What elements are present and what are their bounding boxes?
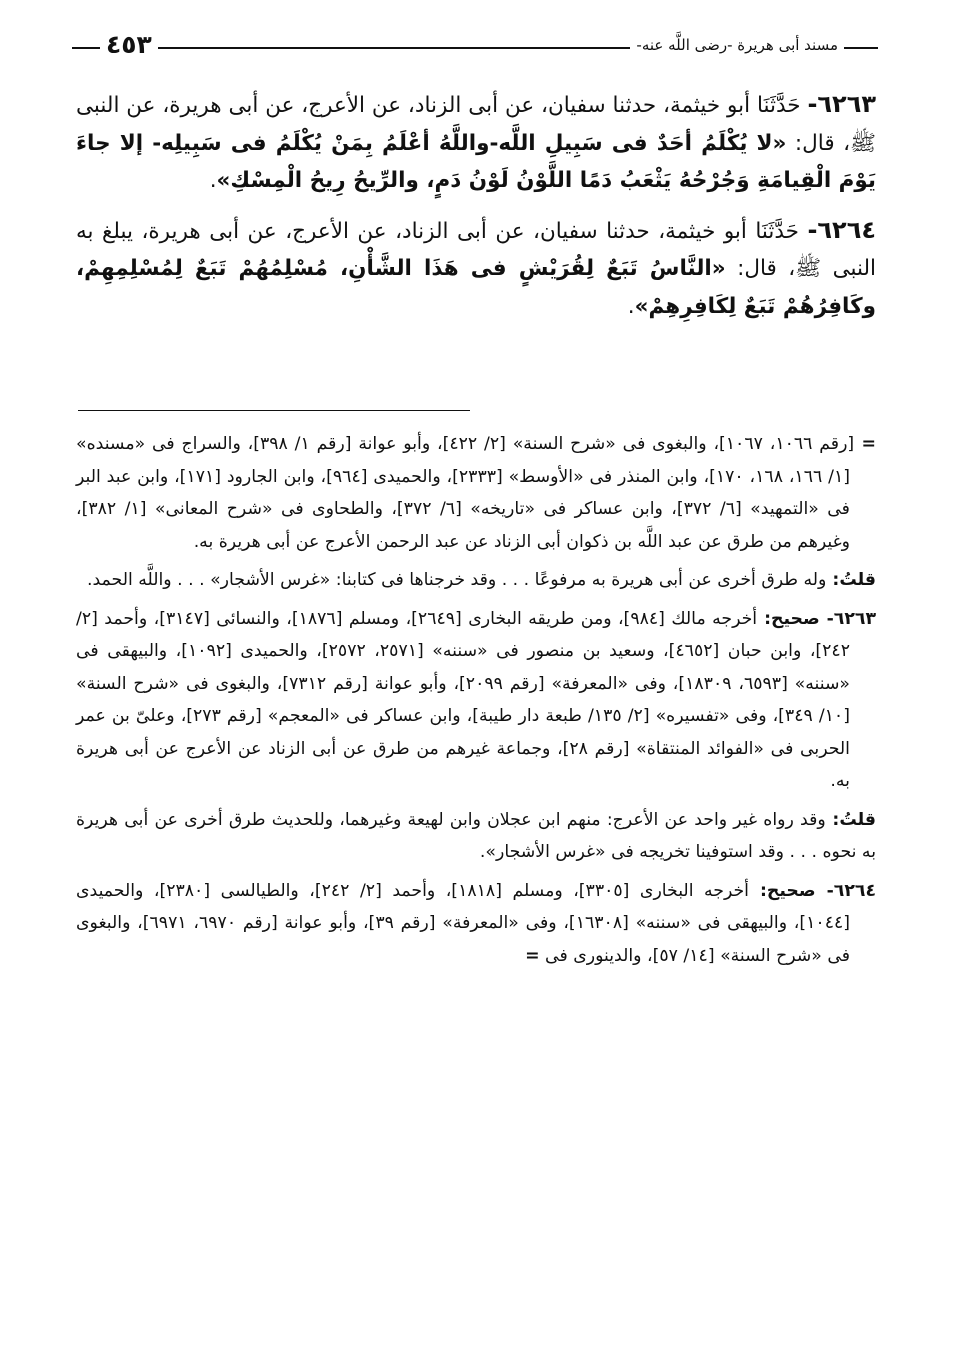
footnote-continued — [76, 428, 876, 558]
hadith-matn: «لا يُكْلَمُ أحَدٌ فى سَبِيلِ اللَّه-واللَّهُ أعْلَمُ بِمَنْ يُكْلَمُ فى سَبِيلِه- إلا جاءَ يَوْمَ الْقِيامَةِ وَجُرْحُهُ يَثْعَبُ دَمًا اللَّوْنُ لَوْنُ دَمٍ، والرِّيحُ رِيحُ الْمِسْكِ» — [76, 130, 876, 193]
hadith-end: . — [209, 168, 217, 193]
footnote-text: أخرجه البخارى [٣٣٠٥]، ومسلم [١٨١٨]، وأحمد [٢/ ٢٤٢]، والطيالسى [٢٣٨٠]، والحميدى [١٠٤٤]، والبيهقى فى «سننه» [١٦٣٠٨]، وفى «المعرفة» [رقم ٣٩]، وأبو عوانة [رقم ٦٩٧٠، ٦٩٧١]، والبغوى فى «شرح السنة» [١٤/ ٥٧]، والدينورى فى — [76, 880, 851, 966]
footnote-label: ٦٢٦٤- صحيح: — [748, 880, 876, 901]
hadith-6263 — [76, 86, 876, 200]
footnote-label: ٦٢٦٣- صحيح: — [757, 608, 876, 629]
footnote-6264 — [76, 875, 876, 973]
main-text — [76, 86, 876, 337]
footnote-remark — [76, 564, 876, 597]
footnote-text: أخرجه مالك [٩٨٤]، ومن طريقه البخارى [٢٦٤٩]، ومسلم [١٨٧٦]، والنسائى [٣١٤٧]، وأحمد [٢/ ٢٤٢]، وابن حبان [٤٦٥٢]، وسعيد بن منصور فى «سننه» [٢٥٧١، ٢٥٧٢]، والحميدى [١٠٩٢]، والبيهقى فى «سننه» [٦٥٩٣، ١٨٣٠٩]، وفى «المعرفة» [رقم ٢٠٩٩]، وأبو عوانة [رقم ٧٣١٢]، والبغوى فى «شرح السنة» [١٠/ ٣٤٩]، وفى «تفسيره» [٢/ ١٣٥/ طبعة دار طيبة]، وابن عساكر فى «المعجم» [رقم ٢٧٣]، وعلىّ بن عمر الحربى فى «الفوائد المنتقاة» [رقم ٢٨]، وجماعة غيرهم من طرق عن أبى الزناد عن الأعرج عن أبى هريرة به. — [76, 608, 851, 791]
hadith-end: . — [627, 293, 635, 319]
hadith-matn: «النَّاسُ تَبَعٌ لِقُرَيْشٍ فى هَذَا الشَّأْنِ، مُسْلِمُهُمْ تَبَعٌ لِمُسْلِمِهِمْ، وكَافِرُهُمْ تَبَعٌ لِكَافِرِهِمْ» — [76, 256, 876, 319]
continuation-mark: = — [854, 434, 876, 454]
remark-label: قلتُ: — [825, 809, 876, 830]
running-title: مسند أبى هريرة -رضى اللَّه عنه- — [630, 36, 844, 54]
hadith-number: ٦٢٦٤- — [807, 215, 876, 244]
page-number: ٤٥٣ — [100, 30, 158, 59]
hadith-number: ٦٢٦٣- — [807, 90, 876, 118]
footnote-remark — [76, 804, 876, 869]
hadith-isnad: حَدَّثَنَا أبو خيثمة، حدثنا سفيان، عن أبى الزناد، عن الأعرج، عن أبى هريرة، يبلغ به النبى ﷺ، قال: — [76, 218, 876, 281]
remark-label: قلتُ: — [826, 570, 876, 590]
footnote-6263 — [76, 603, 876, 798]
hadith-isnad: حَدَّثَنَا أبو خيثمة، حدثنا سفيان، عن أبى الزناد، عن الأعرج، عن أبى هريرة، عن النبى ﷺ، قال: — [76, 93, 876, 156]
footnote-text: وله طرق أخرى عن أبى هريرة به مرفوعًا . . . وقد خرجناها فى كتابنا: «غرس الأشجار» . . . واللَّه الحمد. — [86, 570, 827, 590]
footnote-text: وقد رواه غير واحد عن الأعرج: منهم ابن عجلان وابن لهيعة وغيرهما، وللحديث طرق أخرى عن أبى هريرة به نحوه . . . وقد استوفينا تخريجه فى «غرس الأشجار». — [76, 809, 876, 862]
footnotes — [76, 428, 876, 978]
footnote-separator — [78, 410, 470, 411]
footnote-text: [رقم ١٠٦٦، ١٠٦٧]، والبغوى فى «شرح السنة» [٢/ ٤٢٢]، وأبو عوانة [رقم ١/ ٣٩٨]، والسراج فى «مسنده» [١/ ١٦٦، ١٦٨، ١٧٠]، وابن المنذر فى «الأوسط» [٢٣٣٣]، والحميدى [٩٦٤]، وابن الجارود [١٧١]، وابن عبد البر فى «التمهيد» [٦/ ٣٧٢]، وابن عساكر فى «تاريخه» [٦/ ٣٧٢]، والطحاوى فى «شرح المعانى» [١/ ٣٨٢]، وغيرهم من طرق عن عبد اللَّه بن ذكوان أبى الزناد عن عبد الرحمن الأعرج عن أبى هريرة به. — [76, 434, 855, 552]
page-header — [72, 30, 878, 66]
continuation-mark: = — [525, 945, 540, 966]
hadith-6264 — [76, 212, 876, 326]
